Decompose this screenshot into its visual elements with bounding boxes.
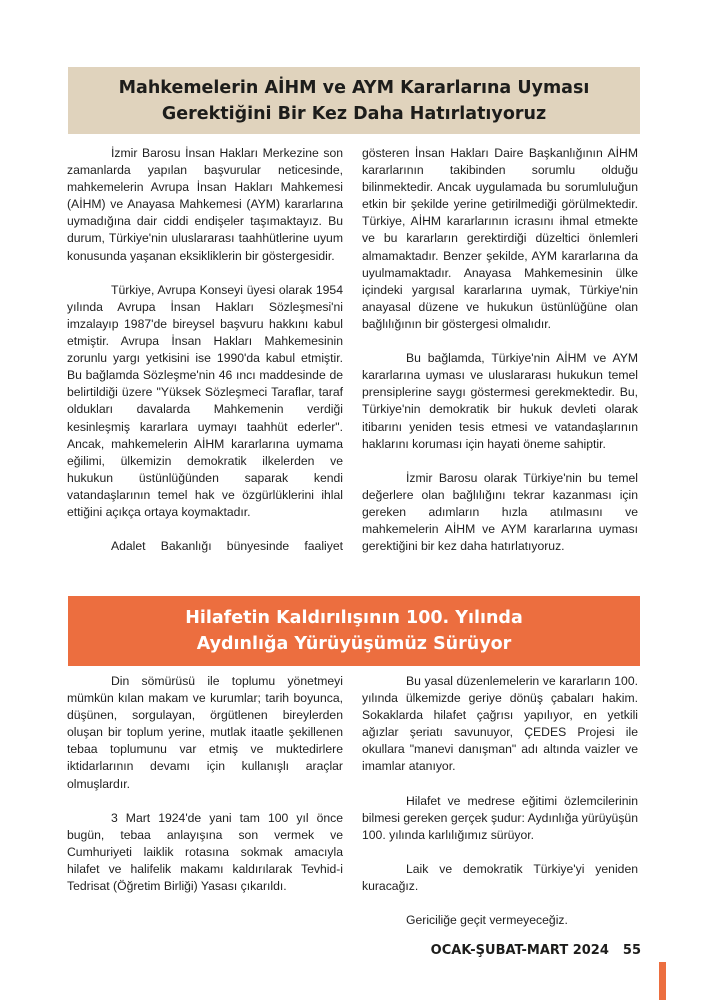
page-accent-bar (659, 962, 666, 1000)
section1-right-column (362, 145, 638, 555)
section2-title-line2: Aydınlığa Yürüyüşümüz Sürüyor (196, 634, 512, 654)
section1-title-line1: Mahkemelerin AİHM ve AYM Kararlarına Uyması (118, 77, 590, 98)
section1-title-banner (68, 67, 640, 134)
section2-left-column (67, 673, 343, 895)
section2-right-paragraph-1: Bu yasal düzenlemelerin ve kararların 100. yılında ülkemizde geriye dönüş çabaları hakim. Sokaklarda hilafet çağrısı yapılıyor, en yetkili ağızlar şeriatı savunuyor, ÇEDES Projesi ile okullara "manevi danışman" adı altında vaizler ve imamlar atanıyor. (362, 674, 638, 774)
issue-label: OCAK-ŞUBAT-MART 2024 (430, 943, 609, 958)
section1-right-paragraph-2: Bu bağlamda, Türkiye'nin AİHM ve AYM kararlarına uyması ve uluslararası hukukun temel prensiplerine saygı göstermesi gerekmektedir. Bu, Türkiye'nin demokratik bir hukuk devleti olarak itibarını yeniden tesis etmesi ve vatandaşlarının haklarını koruması için hayati öneme sahiptir. (362, 351, 638, 451)
section1-right-paragraph-3: İzmir Barosu olarak Türkiye'nin bu temel değerlere olan bağlılığını tekrar kazanması için gereken adımların hızla atılmasını ve mahkemelerin AİHM ve AYM kararlarına uyması gerektiğini bir kez daha hatırlatıyoruz. (362, 470, 638, 554)
page-footer (431, 943, 641, 958)
section1-left-paragraph-2: Türkiye, Avrupa Konseyi üyesi olarak 1954 yılında Avrupa İnsan Hakları Sözleşmesi'ni imzalayıp 1987'de bireysel başvuru hakkını kabul etmiştir. Avrupa İnsan Hakları Mahkemesinin zorunlu yargı yetkisini ise 1990'da kabul etmiştir. Bu bağlamda Sözleşme'nin 46 ıncı maddesinde de belirtildiği üzere "Yüksek Sözleşmeci Taraflar, taraf oldukları davalarda Mahkemenin verdiği kesinleşmiş kararlara uymayı taahhüt ederler". Ancak, mahkemelerin AİHM kararlarına uymama eğilimi, ülkemizin demokratik ilkelerden ve hukukun üstünlüğünden saparak kendi vatandaşlarının temel hak ve özgürlüklerini ihlal ettiğini açıkça ortaya koymaktadır. (67, 282, 343, 519)
section2-right-paragraph-2: Hilafet ve medrese eğitimi özlemcilerinin bilmesi gereken gerçek şudur: Aydınlığa yürüyüşün 100. yılında karlılığımız sürüyor. (362, 793, 638, 842)
section1-left-paragraph-1: İzmir Barosu İnsan Hakları Merkezine son zamanlarda yapılan başvurular neticesinde, mahkemelerin Avrupa İnsan Hakları Mahkemesi (AİHM) ve Anayasa Mahkemesi (AYM) kararlarına uymadığına dair ciddi endişeler taşımaktayız. Bu durum, Türkiye'nin uluslararası taahhütlerine uyum konusunda yaşanan eksikliklerin bir göstergesidir. (67, 146, 343, 263)
section1-title-line2: Gerektiğini Bir Kez Daha Hatırlatıyoruz (161, 103, 547, 124)
section2-right-paragraph-3: Laik ve demokratik Türkiye'yi yeniden kuracağız. (362, 862, 638, 894)
section2-left-paragraph-1: Din sömürüsü ile toplumu yönetmeyi mümkün kılan makam ve kurumlar; tarih boyunca, düşünen, sorgulayan, örgütlenen bireylerden oluşan bir toplum yerine, mutlak itaatle şekillenen tebaa toplumunu var etmiş ve muktedirlere iktidarlarının devamı için kullanışlı araçlar olmuşlardır. (67, 674, 343, 791)
section1-left-paragraph-3: Adalet Bakanlığı bünyesinde faaliyet (111, 539, 343, 554)
section2-right-paragraph-4: Gericiliğe geçit vermeyeceğiz. (406, 913, 568, 928)
section2-left-paragraph-2: 3 Mart 1924'de yani tam 100 yıl önce bugün, tebaa anlayışına son vermek ve Cumhuriyeti laiklik rotasına sokmak amacıyla hilafet ve halifelik makamı kaldırılarak Tevhid-i Tedrisat (Öğretim Birliği) Yasası çıkarıldı. (67, 810, 343, 894)
page-number: 55 (622, 943, 641, 958)
section1-right-paragraph-1: gösteren İnsan Hakları Daire Başkanlığının AİHM kararlarının takibinden sorumlu olduğu bilinmektedir. Ancak uygulamada bu sorumluluğun etkin bir şekilde yerine getirilmediği görülmektedir. Türkiye, AİHM kararlarının icrasını ihmal etmekte ve bu kararların gerektirdiği düzeltici önlemleri almamaktadır. Benzer şekilde, AYM kararlarına da uyulmamaktadır. Anayasa Mahkemesinin ülke içindeki yargısal kararlarına uymak, Türkiye'nin anayasal düzene ve hukukun üstünlüğüne olan bağlılığının bir göstergesi olmalıdır. (362, 146, 638, 331)
section2-title-line1: Hilafetin Kaldırılışının 100. Yılında (185, 608, 523, 628)
section2-right-column (362, 673, 638, 929)
section1-left-column (67, 145, 343, 555)
section2-title-banner (68, 596, 640, 666)
